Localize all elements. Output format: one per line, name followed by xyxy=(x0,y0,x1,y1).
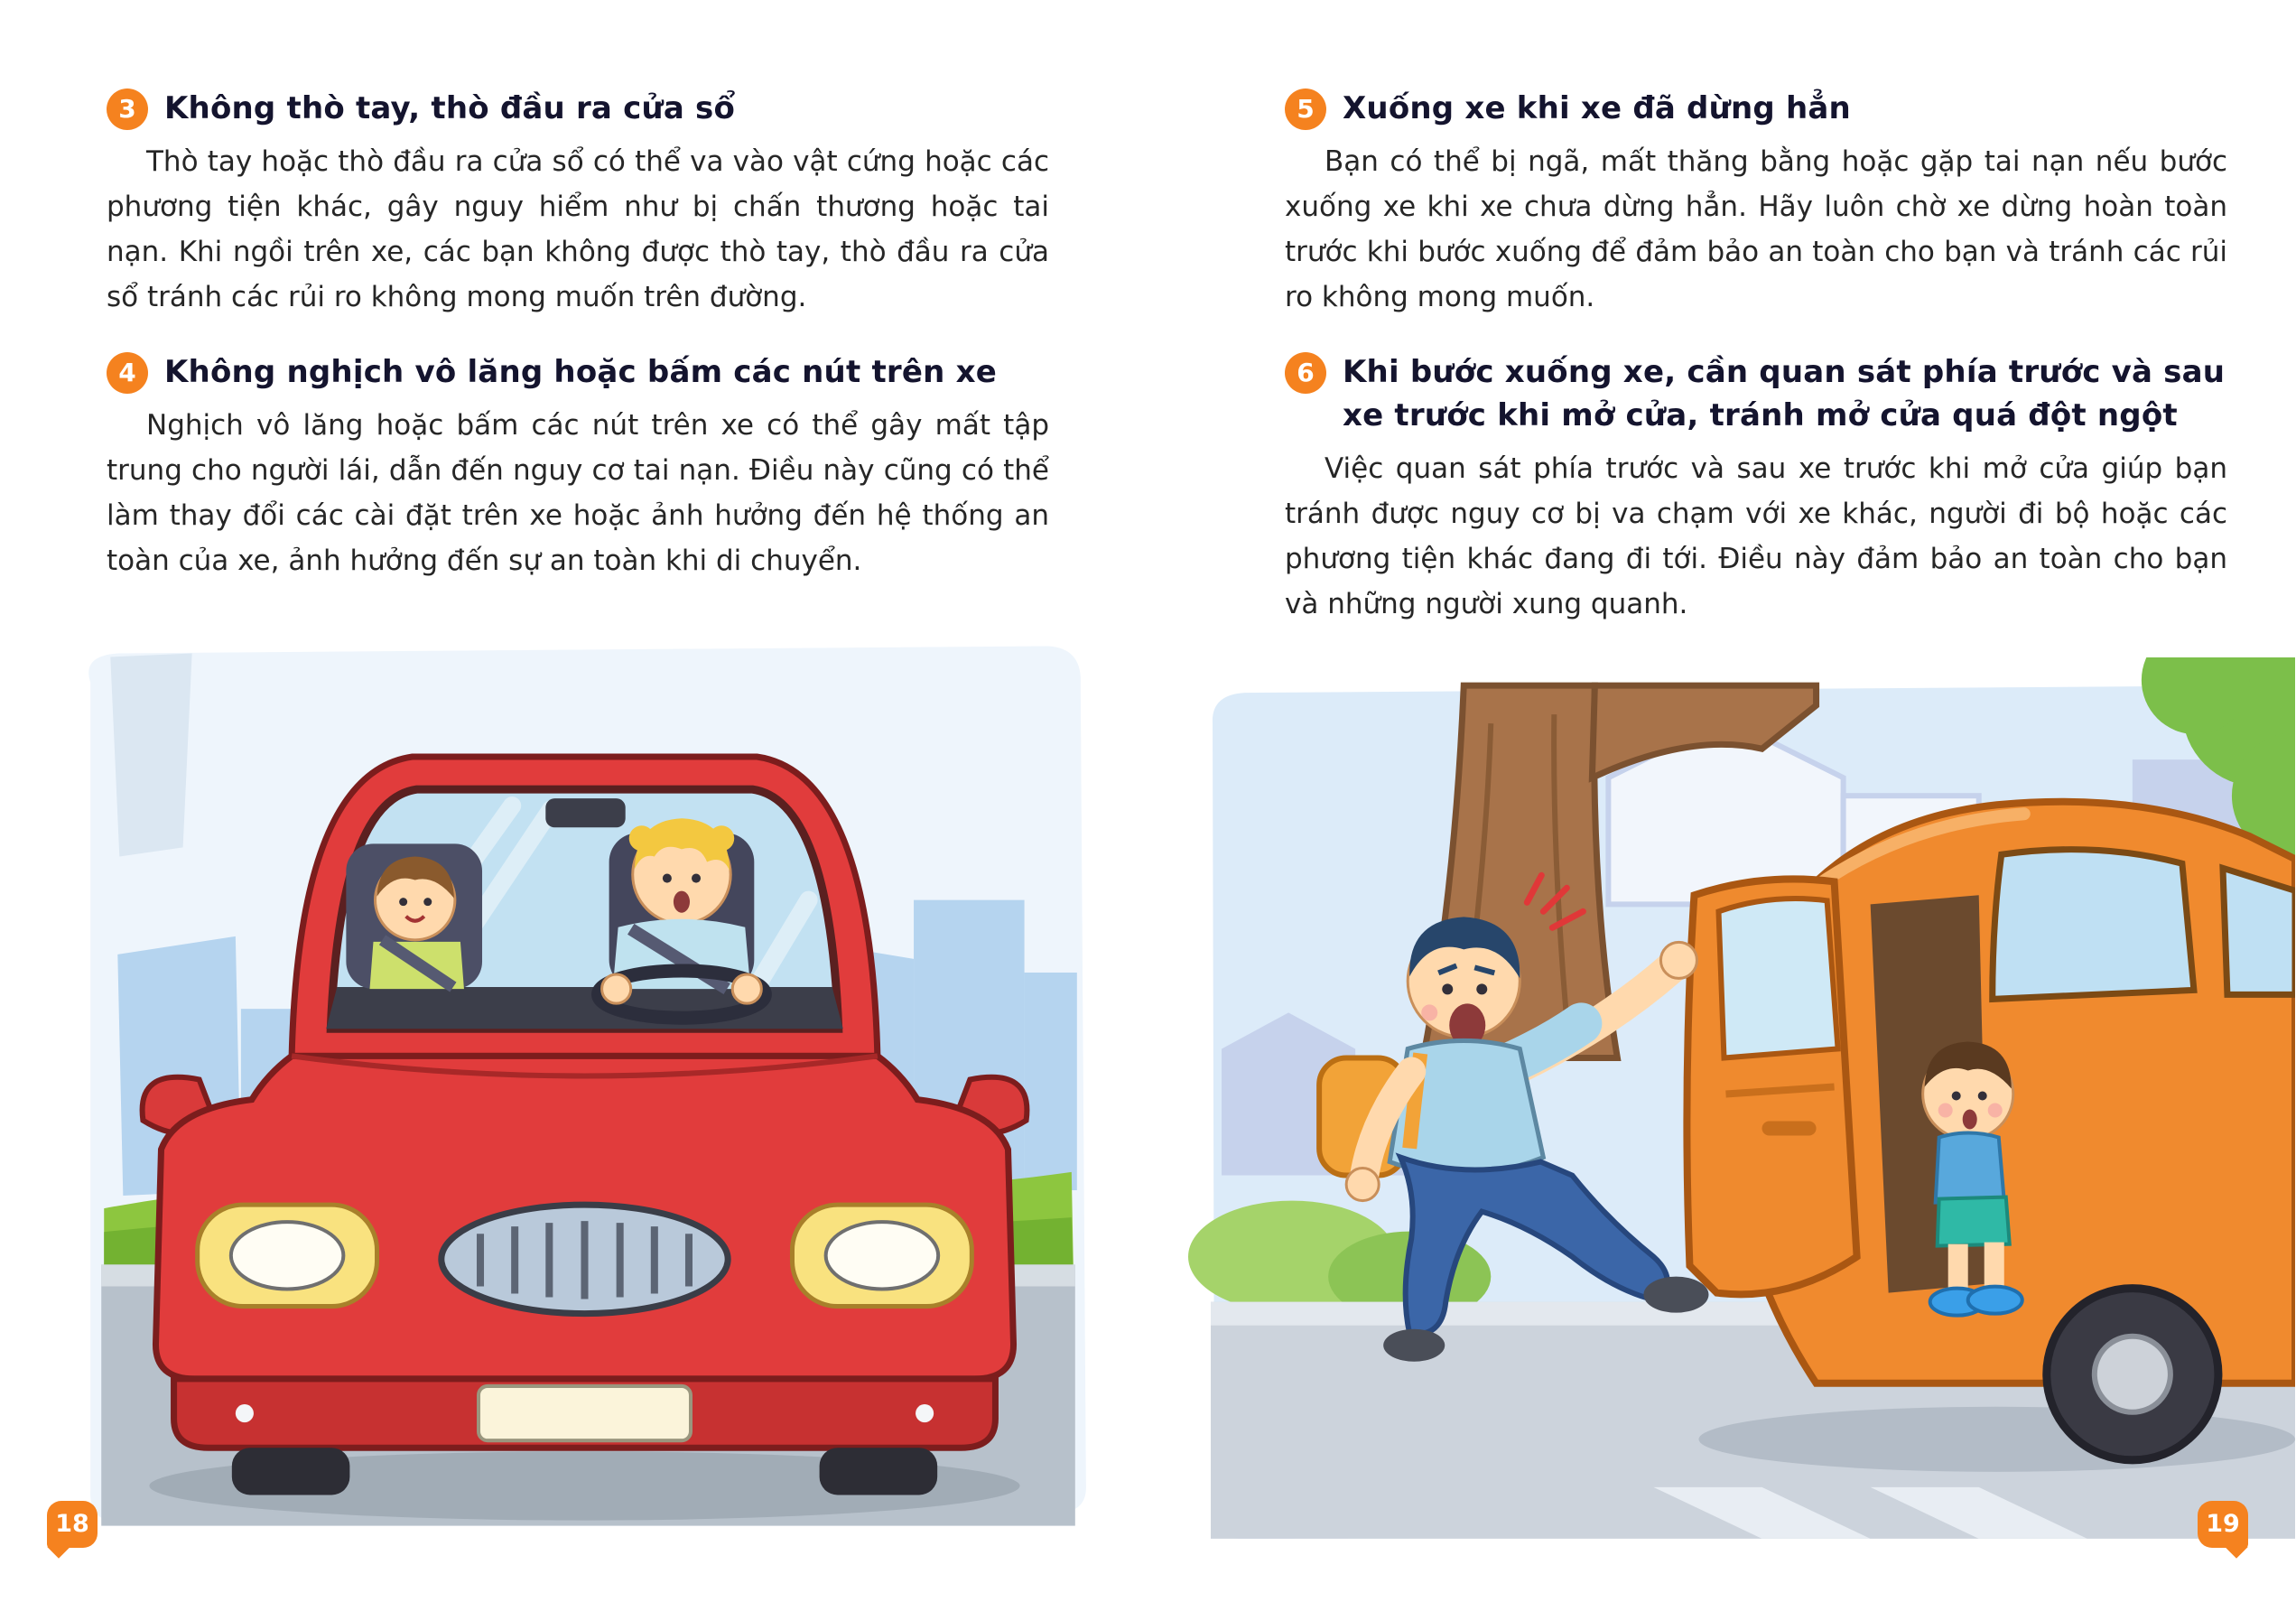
section-heading: Xuống xe khi xe đã dừng hẳn xyxy=(1343,90,1851,126)
driver xyxy=(599,818,766,1018)
right-text-block xyxy=(1285,87,2227,657)
side-window xyxy=(1993,850,2194,1000)
red-car-front-illustration xyxy=(54,628,1115,1535)
page-number-left: 18 xyxy=(47,1501,98,1548)
page-right xyxy=(1148,0,2295,1602)
left-text-block xyxy=(107,87,1049,614)
illustration-right-orange-car-scene xyxy=(1184,657,2295,1562)
section-heading: Không nghịch vô lăng hoặc bấm các nút trên xe xyxy=(164,354,997,390)
section-6-heading-row xyxy=(1285,350,2227,437)
section-6 xyxy=(1285,350,2227,627)
section-heading: Khi bước xuống xe, cần quan sát phía trước và sau xe trước khi mở cửa, tránh mở cửa quá đột ngột xyxy=(1343,354,2226,433)
section-3-heading-row xyxy=(107,87,1049,130)
section-4 xyxy=(107,350,1049,583)
section-3 xyxy=(107,87,1049,320)
section-5-heading-row xyxy=(1285,87,2227,130)
section-heading: Không thò tay, thò đầu ra cửa sổ xyxy=(164,90,736,126)
section-number-badge: 5 xyxy=(1285,88,1326,130)
section-body: Thò tay hoặc thò đầu ra cửa sổ có thể va vào vật cứng hoặc các phương tiện khác, gây nguy hiểm như bị chấn thương hoặc tai nạn. Khi ngồi trên xe, các bạn không được thò tay, thò đầu ra cửa sổ tránh các rủi ro không mong muốn trên đường. xyxy=(107,145,1049,313)
license-plate xyxy=(479,1386,691,1440)
door-handle xyxy=(1762,1122,1817,1136)
page-number-right: 19 xyxy=(2198,1501,2248,1548)
section-4-heading-row xyxy=(107,350,1049,394)
section-body: Nghịch vô lăng hoặc bấm các nút trên xe có thể gây mất tập trung cho người lái, dẫn đến nguy cơ tai nạn. Điều này cũng có thể làm thay đổi các cài đặt trên xe hoặc ảnh hưởng đến hệ thống an toàn của xe, ảnh hưởng đến sự an toàn khi di chuyển. xyxy=(107,409,1049,577)
open-car-door xyxy=(1687,879,1856,1294)
section-body: Việc quan sát phía trước và sau xe trước khi mở cửa giúp bạn tránh được nguy cơ bị va chạm với xe khác, người đi bộ hoặc các phương tiện khác đang đi tới. Điều này đảm bảo an toàn cho bạn và những người xung quanh. xyxy=(1285,452,2227,620)
section-number-badge: 3 xyxy=(107,88,148,130)
rear-view-mirror xyxy=(545,798,625,827)
illustration-left-red-car-scene xyxy=(54,628,1115,1535)
section-5 xyxy=(1285,87,2227,320)
section-body: Bạn có thể bị ngã, mất thăng bằng hoặc gặp tai nạn nếu bước xuống xe khi xe chưa dừng hẳn. Hãy luôn chờ xe dừng hoàn toàn trước khi bước xuống để đảm bảo an toàn cho bạn và tránh các rủi ro không mong muốn. xyxy=(1285,145,2227,313)
section-number-badge: 6 xyxy=(1285,352,1326,394)
section-number-badge: 4 xyxy=(107,352,148,394)
child-passenger xyxy=(346,843,482,989)
orange-car-open-door-illustration xyxy=(1184,657,2295,1562)
